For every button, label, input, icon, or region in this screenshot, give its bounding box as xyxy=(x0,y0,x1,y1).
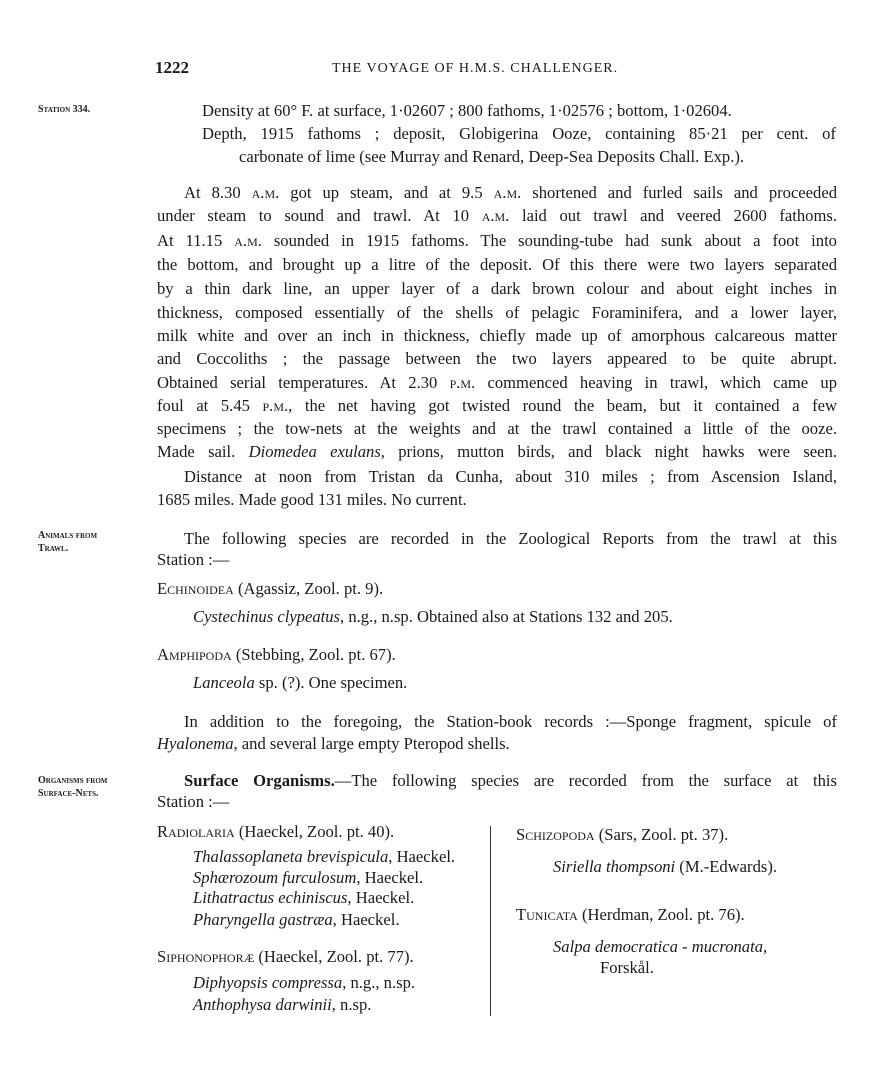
species-thalassoplaneta: Thalassoplaneta brevispicula, Haeckel. xyxy=(193,847,456,866)
narrative-line-2: under steam to sound and trawl. At 10 a.m. laid out trawl and veered 2600 fathoms. xyxy=(157,206,837,225)
page-number: 1222 xyxy=(155,58,189,77)
species-salpa-author: Forskål. xyxy=(600,958,654,977)
margin-note-organisms-line2: Surface-Nets. xyxy=(38,788,99,799)
species-diphyopsis: Diphyopsis compressa, n.g., n.sp. xyxy=(193,973,416,992)
trawl-intro-line-1: The following species are recorded in the Zoological Reports from the trawl at this xyxy=(184,529,837,548)
intro-line-3: carbonate of lime (see Murray and Renard, Deep-Sea Deposits Chall. Exp.). xyxy=(239,147,745,166)
running-title: THE VOYAGE OF H.M.S. CHALLENGER. xyxy=(332,61,619,76)
group-radiolaria: Radiolaria (Haeckel, Zool. pt. 40). xyxy=(157,822,395,841)
margin-note-station: Station 334. xyxy=(38,104,91,115)
group-tunicata: Tunicata (Herdman, Zool. pt. 76). xyxy=(516,905,745,924)
margin-note-animals-line2: Trawl. xyxy=(38,543,69,554)
species-lanceola: Lanceola sp. (?). One specimen. xyxy=(193,673,408,692)
narrative-line-3: At 11.15 a.m. sounded in 1915 fathoms. The sounding-tube had sunk about a foot into xyxy=(157,231,837,250)
group-schizopoda: Schizopoda (Sars, Zool. pt. 37). xyxy=(516,825,729,844)
species-salpa: Salpa democratica - mucronata, xyxy=(553,937,768,956)
species-lithatractus: Lithatractus echiniscus, Haeckel. xyxy=(193,888,415,907)
narrative-line-8: and Coccoliths ; the passage between the two layers appeared to be quite abrupt. xyxy=(157,349,837,368)
narrative-line-7: milk white and over an inch in thickness, chiefly made up of amorphous calcareous matter xyxy=(157,326,837,345)
narrative-line-1: At 8.30 a.m. got up steam, and at 9.5 a.m. shortened and furled sails and proceeded xyxy=(184,183,837,202)
narrative-line-4: the bottom, and brought up a litre of the deposit. Of this there were two layers separated xyxy=(157,255,837,274)
species-anthophysa: Anthophysa darwinii, n.sp. xyxy=(193,995,372,1014)
narrative-line-13: Distance at noon from Tristan da Cunha, about 310 miles ; from Ascension Island, xyxy=(184,467,837,486)
surface-intro-line-1: Surface Organisms.—The following species are recorded from the surface at this xyxy=(184,771,837,790)
species-siriella: Siriella thompsoni (M.-Edwards). xyxy=(553,857,777,876)
narrative-line-10: foul at 5.45 p.m., the net having got twisted round the beam, but it contained a few xyxy=(157,396,837,415)
surface-heading: Surface Organisms. xyxy=(184,771,335,790)
narrative-line-14: 1685 miles. Made good 131 miles. No current. xyxy=(157,490,467,509)
narrative-line-5: by a thin dark line, an upper layer of a dark brown colour and about eight inches in xyxy=(157,279,837,298)
narrative-line-12: Made sail. Diomedea exulans, prions, mutton birds, and black night hawks were seen. xyxy=(157,442,837,461)
narrative-line-9: Obtained serial temperatures. At 2.30 p.m. commenced heaving in trawl, which came up xyxy=(157,373,837,392)
group-echinoidea: Echinoidea (Agassiz, Zool. pt. 9). xyxy=(157,579,384,598)
species-sphaerozoum: Sphærozoum furculosum, Haeckel. xyxy=(193,868,424,887)
narrative-line-11: specimens ; the tow-nets at the weights and at the trawl contained a little of the ooze. xyxy=(157,419,837,438)
group-amphipoda: Amphipoda (Stebbing, Zool. pt. 67). xyxy=(157,645,396,664)
station-book-line-2: Hyalonema, and several large empty Pteropod shells. xyxy=(157,734,510,753)
species-cystechinus: Cystechinus clypeatus, n.g., n.sp. Obtained also at Stations 132 and 205. xyxy=(193,607,673,626)
margin-note-animals-line1: Animals from xyxy=(38,530,98,541)
margin-note-organisms-line1: Organisms from xyxy=(38,775,108,786)
group-siphonophorae: Siphonophoræ (Haeckel, Zool. pt. 77). xyxy=(157,947,414,966)
trawl-intro-line-2: Station :— xyxy=(157,550,230,569)
station-book-line-1: In addition to the foregoing, the Station-book records :—Sponge fragment, spicule of xyxy=(184,712,837,731)
intro-line-1: Density at 60° F. at surface, 1·02607 ; 800 fathoms, 1·02576 ; bottom, 1·02604. xyxy=(202,101,732,120)
surface-intro-line-2: Station :— xyxy=(157,792,230,811)
narrative-line-6: thickness, composed essentially of the shells of pelagic Foraminifera, and a lower layer, xyxy=(157,303,837,322)
species-pharyngella: Pharyngella gastræa, Haeckel. xyxy=(193,910,400,929)
intro-line-2: Depth, 1915 fathoms ; deposit, Globigerina Ooze, containing 85·21 per cent. of xyxy=(202,124,836,143)
